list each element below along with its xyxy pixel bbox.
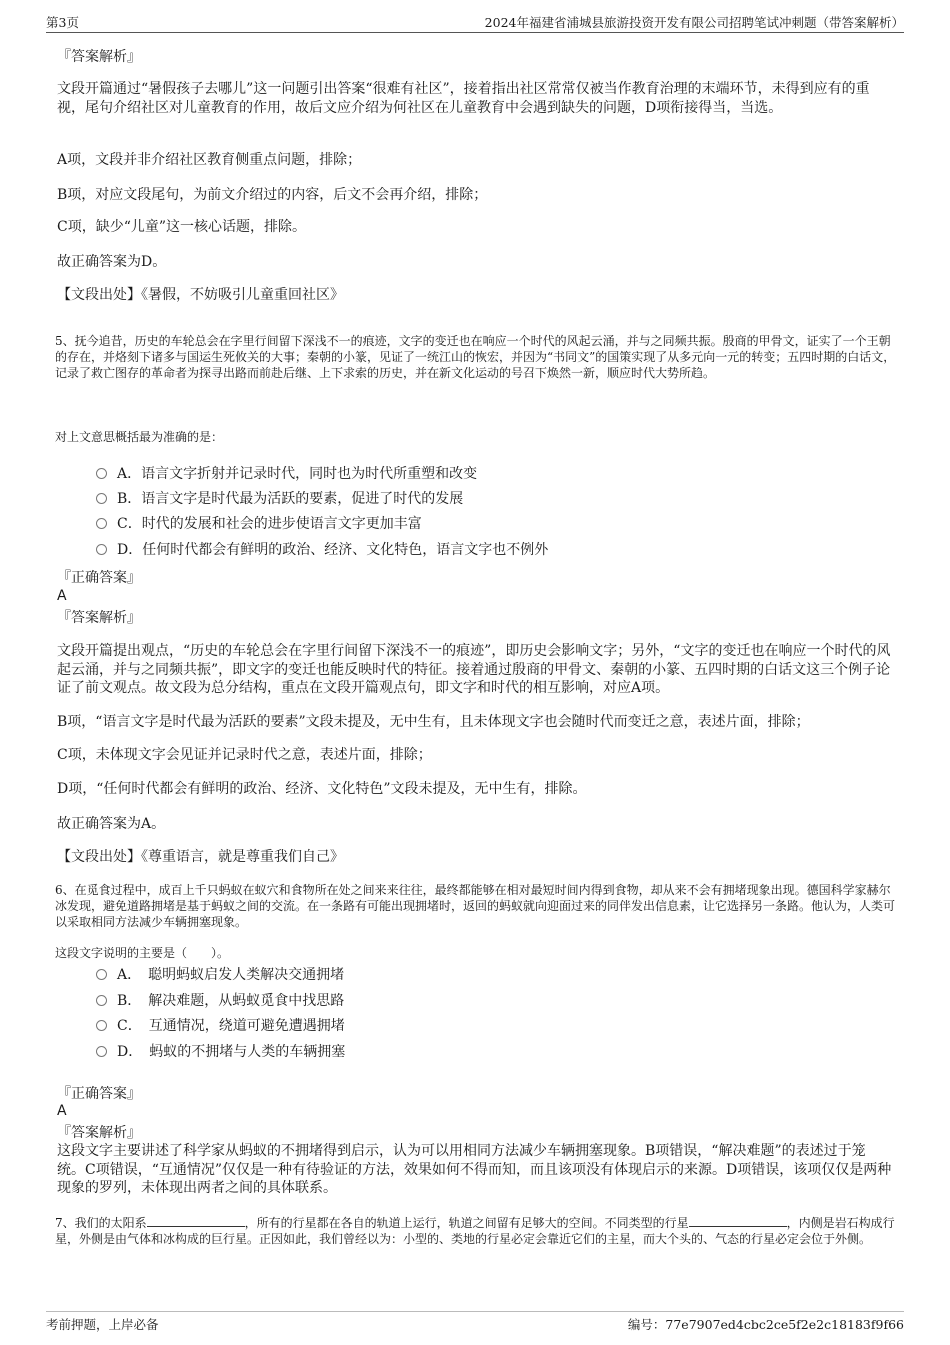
radio-icon[interactable] — [96, 468, 107, 479]
q6-stem: 6、在觅食过程中，成百上千只蚂蚁在蚁穴和食物所在处之间来来往往，最终都能够在相对最短时间内得到食物，却从来不会有拥堵现象出现。德国科学家赫尔冰发现，避免道路拥堵是基于蚂蚁之间的交流。在一条路有可能出现拥堵时，返回的蚂蚁就向迎面过来的同伴发出信息素，让它选择另一条路。他认为，人类可以采取相同方法减少车辆拥塞现象。 — [55, 883, 896, 929]
option-text: A． 聪明蚂蚁启发人类解决交通拥堵 — [117, 967, 345, 983]
q6-option-c[interactable] — [96, 1017, 345, 1035]
q4-analysis-c: C项，缺少“儿童”这一核心话题，排除。 — [57, 219, 307, 235]
radio-icon[interactable] — [96, 969, 107, 980]
fill-blank-2[interactable] — [689, 1214, 787, 1227]
radio-icon[interactable] — [96, 1046, 107, 1057]
q5-option-a[interactable] — [96, 465, 477, 483]
option-text: D．任何时代都会有鲜明的政治、经济、文化特色，语言文字也不例外 — [117, 542, 549, 558]
q4-analysis-paragraph: 文段开篇通过“暑假孩子去哪儿”这一问题引出答案“很难有社区”，接着指出社区常常仅被当作教育治理的末端环节，未得到应有的重视，尾句介绍社区对儿童教育的作用，故后文应介绍为何社区在儿童教育中会遇到缺失的问题，D项衔接得当，当选。 — [57, 81, 870, 116]
page-footer — [46, 1311, 904, 1332]
document-id: 编号：77e7907ed4cbc2ce5f2e2c18183f9f66 — [627, 1317, 904, 1332]
q6-correct-label: 『正确答案』 — [57, 1086, 141, 1102]
q5-analysis-d: D项，“任何时代都会有鲜明的政治、经济、文化特色”文段未提及，无中生有，排除。 — [57, 781, 587, 797]
q5-option-d[interactable] — [96, 541, 548, 559]
radio-icon[interactable] — [96, 518, 107, 529]
q4-analysis-a: A项，文段并非介绍社区教育侧重点问题，排除； — [57, 152, 362, 168]
option-text: C． 互通情况，绕道可避免遭遇拥堵 — [117, 1018, 345, 1034]
q4-source: 【文段出处】《暑假，不妨吸引儿童重回社区》 — [57, 287, 344, 303]
fill-blank-1[interactable] — [147, 1214, 245, 1227]
q5-source: 【文段出处】《尊重语言，就是尊重我们自己》 — [57, 849, 344, 865]
radio-icon[interactable] — [96, 493, 107, 504]
q4-conclusion: 故正确答案为D。 — [57, 254, 167, 270]
q5-option-b[interactable] — [96, 490, 463, 508]
q7-text-1: 7、我们的太阳系 — [55, 1216, 147, 1230]
q6-correct-answer: A — [57, 1103, 67, 1119]
option-text: B．语言文字是时代最为活跃的要素，促进了时代的发展 — [117, 491, 464, 507]
option-text: D． 蚂蚁的不拥堵与人类的车辆拥塞 — [117, 1044, 346, 1060]
q7-text-3: ，内侧是岩石构成行星，外侧是由气体和冰构成的巨行星。正因如此，我们曾经以为：小型的、类地的行星必定会靠近它们的主星，而大个头的、气态的行星必定会位于外侧。 — [55, 1216, 895, 1246]
q7-stem — [55, 1214, 900, 1247]
radio-icon[interactable] — [96, 544, 107, 555]
page-header — [46, 12, 904, 33]
q6-option-d[interactable] — [96, 1043, 345, 1061]
page-number: 第3页 — [46, 15, 79, 30]
q5-option-c[interactable] — [96, 515, 422, 533]
q4-analysis-b: B项，对应文段尾句，为前文介绍过的内容，后文不会再介绍，排除； — [57, 187, 488, 203]
q5-stem: 5、抚今追昔，历史的车轮总会在字里行间留下深浅不一的痕迹，文字的变迁也在响应一个时代的风起云涌，并与之同频共振。殷商的甲骨文，证实了一个王朝的存在，并烙刻下诸多与国运生死攸关的大事；秦朝的小篆，见证了一统江山的恢宏，并因为“书同文”的国策实现了从多元向一元的转变；五四时期的白话文，记录了救亡图存的革命者为探寻出路而前赴后继、上下求索的历史，并在新文化运动的号召下焕然一新，顺应时代大势所趋。 — [55, 334, 896, 380]
q5-analysis-b: B项，“语言文字是时代最为活跃的要素”文段未提及，无中生有，且未体现文字也会随时代而变迁之意，表述片面，排除； — [57, 714, 810, 730]
option-text: A．语言文字折射并记录时代，同时也为时代所重塑和改变 — [117, 466, 478, 482]
q5-analysis-label: 『答案解析』 — [57, 610, 141, 626]
q6-option-b[interactable] — [96, 992, 344, 1010]
q6-question: 这段文字说明的主要是（ ）。 — [55, 946, 230, 960]
q5-analysis-c: C项，未体现文字会见证并记录时代之意，表述片面，排除； — [57, 747, 432, 763]
footer-slogan: 考前押题，上岸必备 — [46, 1317, 159, 1332]
q5-correct-label: 『正确答案』 — [57, 570, 141, 586]
q5-question: 对上文意思概括最为准确的是： — [55, 430, 224, 444]
q6-analysis: 这段文字主要讲述了科学家从蚂蚁的不拥堵得到启示，认为可以用相同方法减少车辆拥塞现象。B项错误，“解决难题”的表述过于笼统。C项错误，“互通情况”仅仅是一种有待验证的方法，效果如何不得而知，而且该项没有体现启示的来源。D项错误，该项仅仅是两种现象的罗列，未体现出两者之间的具体联系。 — [57, 1143, 892, 1196]
q5-correct-answer: A — [57, 588, 67, 604]
radio-icon[interactable] — [96, 1020, 107, 1031]
option-text: B． 解决难题，从蚂蚁觅食中找思路 — [117, 993, 345, 1009]
option-text: C．时代的发展和社会的进步使语言文字更加丰富 — [117, 516, 422, 532]
q7-text-2: ，所有的行星都在各自的轨道上运行，轨道之间留有足够大的空间。不同类型的行星 — [244, 1216, 689, 1230]
q5-conclusion: 故正确答案为A。 — [57, 816, 166, 832]
q6-option-a[interactable] — [96, 966, 344, 984]
q5-analysis-paragraph: 文段开篇提出观点，“历史的车轮总会在字里行间留下深浅不一的痕迹”，即历史会影响文字；另外，“文字的变迁也在响应一个时代的风起云涌，并与之同频共振”，即文字的变迁也能反映时代的特征。接着通过殷商的甲骨文、秦朝的小篆、五四时期的白话文这三个例子论证了前文观点。故文段为总分结构，重点在文段开篇观点句，即文字和时代的相互影响，对应A项。 — [57, 643, 891, 696]
radio-icon[interactable] — [96, 995, 107, 1006]
document-title: 2024年福建省浦城县旅游投资开发有限公司招聘笔试冲刺题（带答案解析） — [484, 15, 904, 30]
q4-analysis-label: 『答案解析』 — [57, 49, 141, 65]
q6-analysis-label: 『答案解析』 — [57, 1125, 141, 1141]
